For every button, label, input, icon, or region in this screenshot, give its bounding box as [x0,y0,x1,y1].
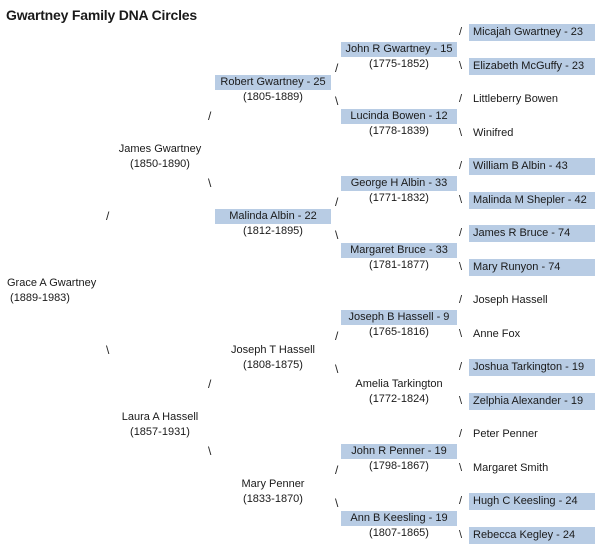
person-malinda-albin [215,209,331,239]
person-joseph-b-hassell [341,310,457,340]
father-connector: / [208,109,212,123]
mother-connector: \ [459,194,463,206]
person-ann-b-keesling [341,511,457,541]
person-name: Littleberry Bowen [473,93,558,105]
father-connector: / [459,26,463,38]
person-name: Laura A Hassell [121,411,199,423]
person-years: (1798-1867) [369,460,429,472]
person-james-gwartney [110,142,210,172]
person-name: Joseph Hassell [473,294,548,306]
person-name: Malinda Albin - 22 [215,209,331,224]
mother-connector: \ [459,60,463,72]
person-years: (1889-1983) [10,292,70,304]
person-years: (1771-1832) [369,192,429,204]
mother-connector: \ [335,362,339,376]
person-years: (1807-1865) [369,527,429,539]
person-laura-a-hassell [110,410,210,440]
person-name: Malinda M Shepler - 42 [469,192,595,209]
leaf-william-b-albin [459,158,595,175]
mother-connector: \ [335,94,339,108]
father-connector: / [106,209,110,223]
person-robert-gwartney [215,75,331,105]
father-connector: / [459,495,463,507]
leaf-joshua-tarkington [459,359,595,376]
person-name: Rebecca Kegley - 24 [469,527,595,544]
father-connector: / [459,428,463,440]
mother-connector: \ [459,127,463,139]
person-name: James R Bruce - 74 [469,225,595,242]
person-name: Mary Runyon - 74 [469,259,595,276]
person-joseph-t-hassell [215,343,331,373]
father-connector: / [459,361,463,373]
person-name: Anne Fox [473,328,521,340]
person-name: Grace A Gwartney [7,277,97,289]
person-name: Amelia Tarkington [355,378,443,390]
person-name: Winifred [473,127,514,139]
mother-connector: \ [335,228,339,242]
person-mary-penner [215,477,331,507]
person-name: Joshua Tarkington - 19 [469,359,595,376]
person-name: Margaret Smith [473,462,549,474]
person-name: Joseph T Hassell [231,344,315,356]
person-name: John R Gwartney - 15 [341,42,457,57]
person-years: (1781-1877) [369,259,429,271]
person-name: James Gwartney [118,143,202,155]
leaf-anne-fox [459,326,526,343]
person-name: Mary Penner [241,478,305,490]
father-connector: / [459,160,463,172]
father-connector: / [335,61,339,75]
leaf-mary-runyon [459,259,595,276]
person-name: Peter Penner [473,428,538,440]
person-name: Micajah Gwartney - 23 [469,24,595,41]
person-grace-a-gwartney [4,276,97,306]
person-years: (1765-1816) [369,326,429,338]
person-name: Zelphia Alexander - 19 [469,393,595,410]
person-name: Ann B Keesling - 19 [341,511,457,526]
mother-connector: \ [335,496,339,510]
person-name: Robert Gwartney - 25 [215,75,331,90]
father-connector: / [459,227,463,239]
person-name: Elizabeth McGuffy - 23 [469,58,595,75]
mother-connector: \ [459,529,463,541]
leaf-winifred [459,125,519,142]
leaf-margaret-smith [459,460,554,477]
person-george-h-albin [341,176,457,206]
mother-connector: \ [459,261,463,273]
leaf-littleberry-bowen [459,91,564,108]
page-title: Gwartney Family DNA Circles [6,7,197,23]
mother-connector: \ [106,343,110,357]
person-margaret-bruce [341,243,457,273]
mother-connector: \ [208,444,212,458]
person-name: Hugh C Keesling - 24 [469,493,595,510]
leaf-zelphia-alexander [459,393,595,410]
mother-connector: \ [459,328,463,340]
person-years: (1833-1870) [243,493,303,505]
person-years: (1812-1895) [243,225,303,237]
person-amelia-tarkington [341,377,457,407]
leaf-elizabeth-mcguffy [459,58,595,75]
leaf-malinda-m-shepler [459,192,595,209]
person-name: Joseph B Hassell - 9 [341,310,457,325]
leaf-micajah-gwartney [459,24,595,41]
father-connector: / [459,93,463,105]
person-years: (1850-1890) [130,158,190,170]
person-years: (1778-1839) [369,125,429,137]
person-years: (1805-1889) [243,91,303,103]
mother-connector: \ [459,462,463,474]
person-john-r-gwartney [341,42,457,72]
leaf-james-r-bruce [459,225,595,242]
father-connector: / [208,377,212,391]
leaf-rebecca-kegley [459,527,595,544]
person-name: Lucinda Bowen - 12 [341,109,457,124]
person-john-r-penner [341,444,457,474]
person-name: George H Albin - 33 [341,176,457,191]
mother-connector: \ [459,395,463,407]
mother-connector: \ [208,176,212,190]
person-years: (1772-1824) [369,393,429,405]
leaf-joseph-hassell [459,292,554,309]
leaf-hugh-c-keesling [459,493,595,510]
father-connector: / [335,329,339,343]
father-connector: / [335,195,339,209]
father-connector: / [459,294,463,306]
person-years: (1857-1931) [130,426,190,438]
person-lucinda-bowen [341,109,457,139]
leaf-peter-penner [459,426,544,443]
person-name: Margaret Bruce - 33 [341,243,457,258]
person-years: (1808-1875) [243,359,303,371]
person-name: John R Penner - 19 [341,444,457,459]
person-years: (1775-1852) [369,58,429,70]
father-connector: / [335,463,339,477]
person-name: William B Albin - 43 [469,158,595,175]
